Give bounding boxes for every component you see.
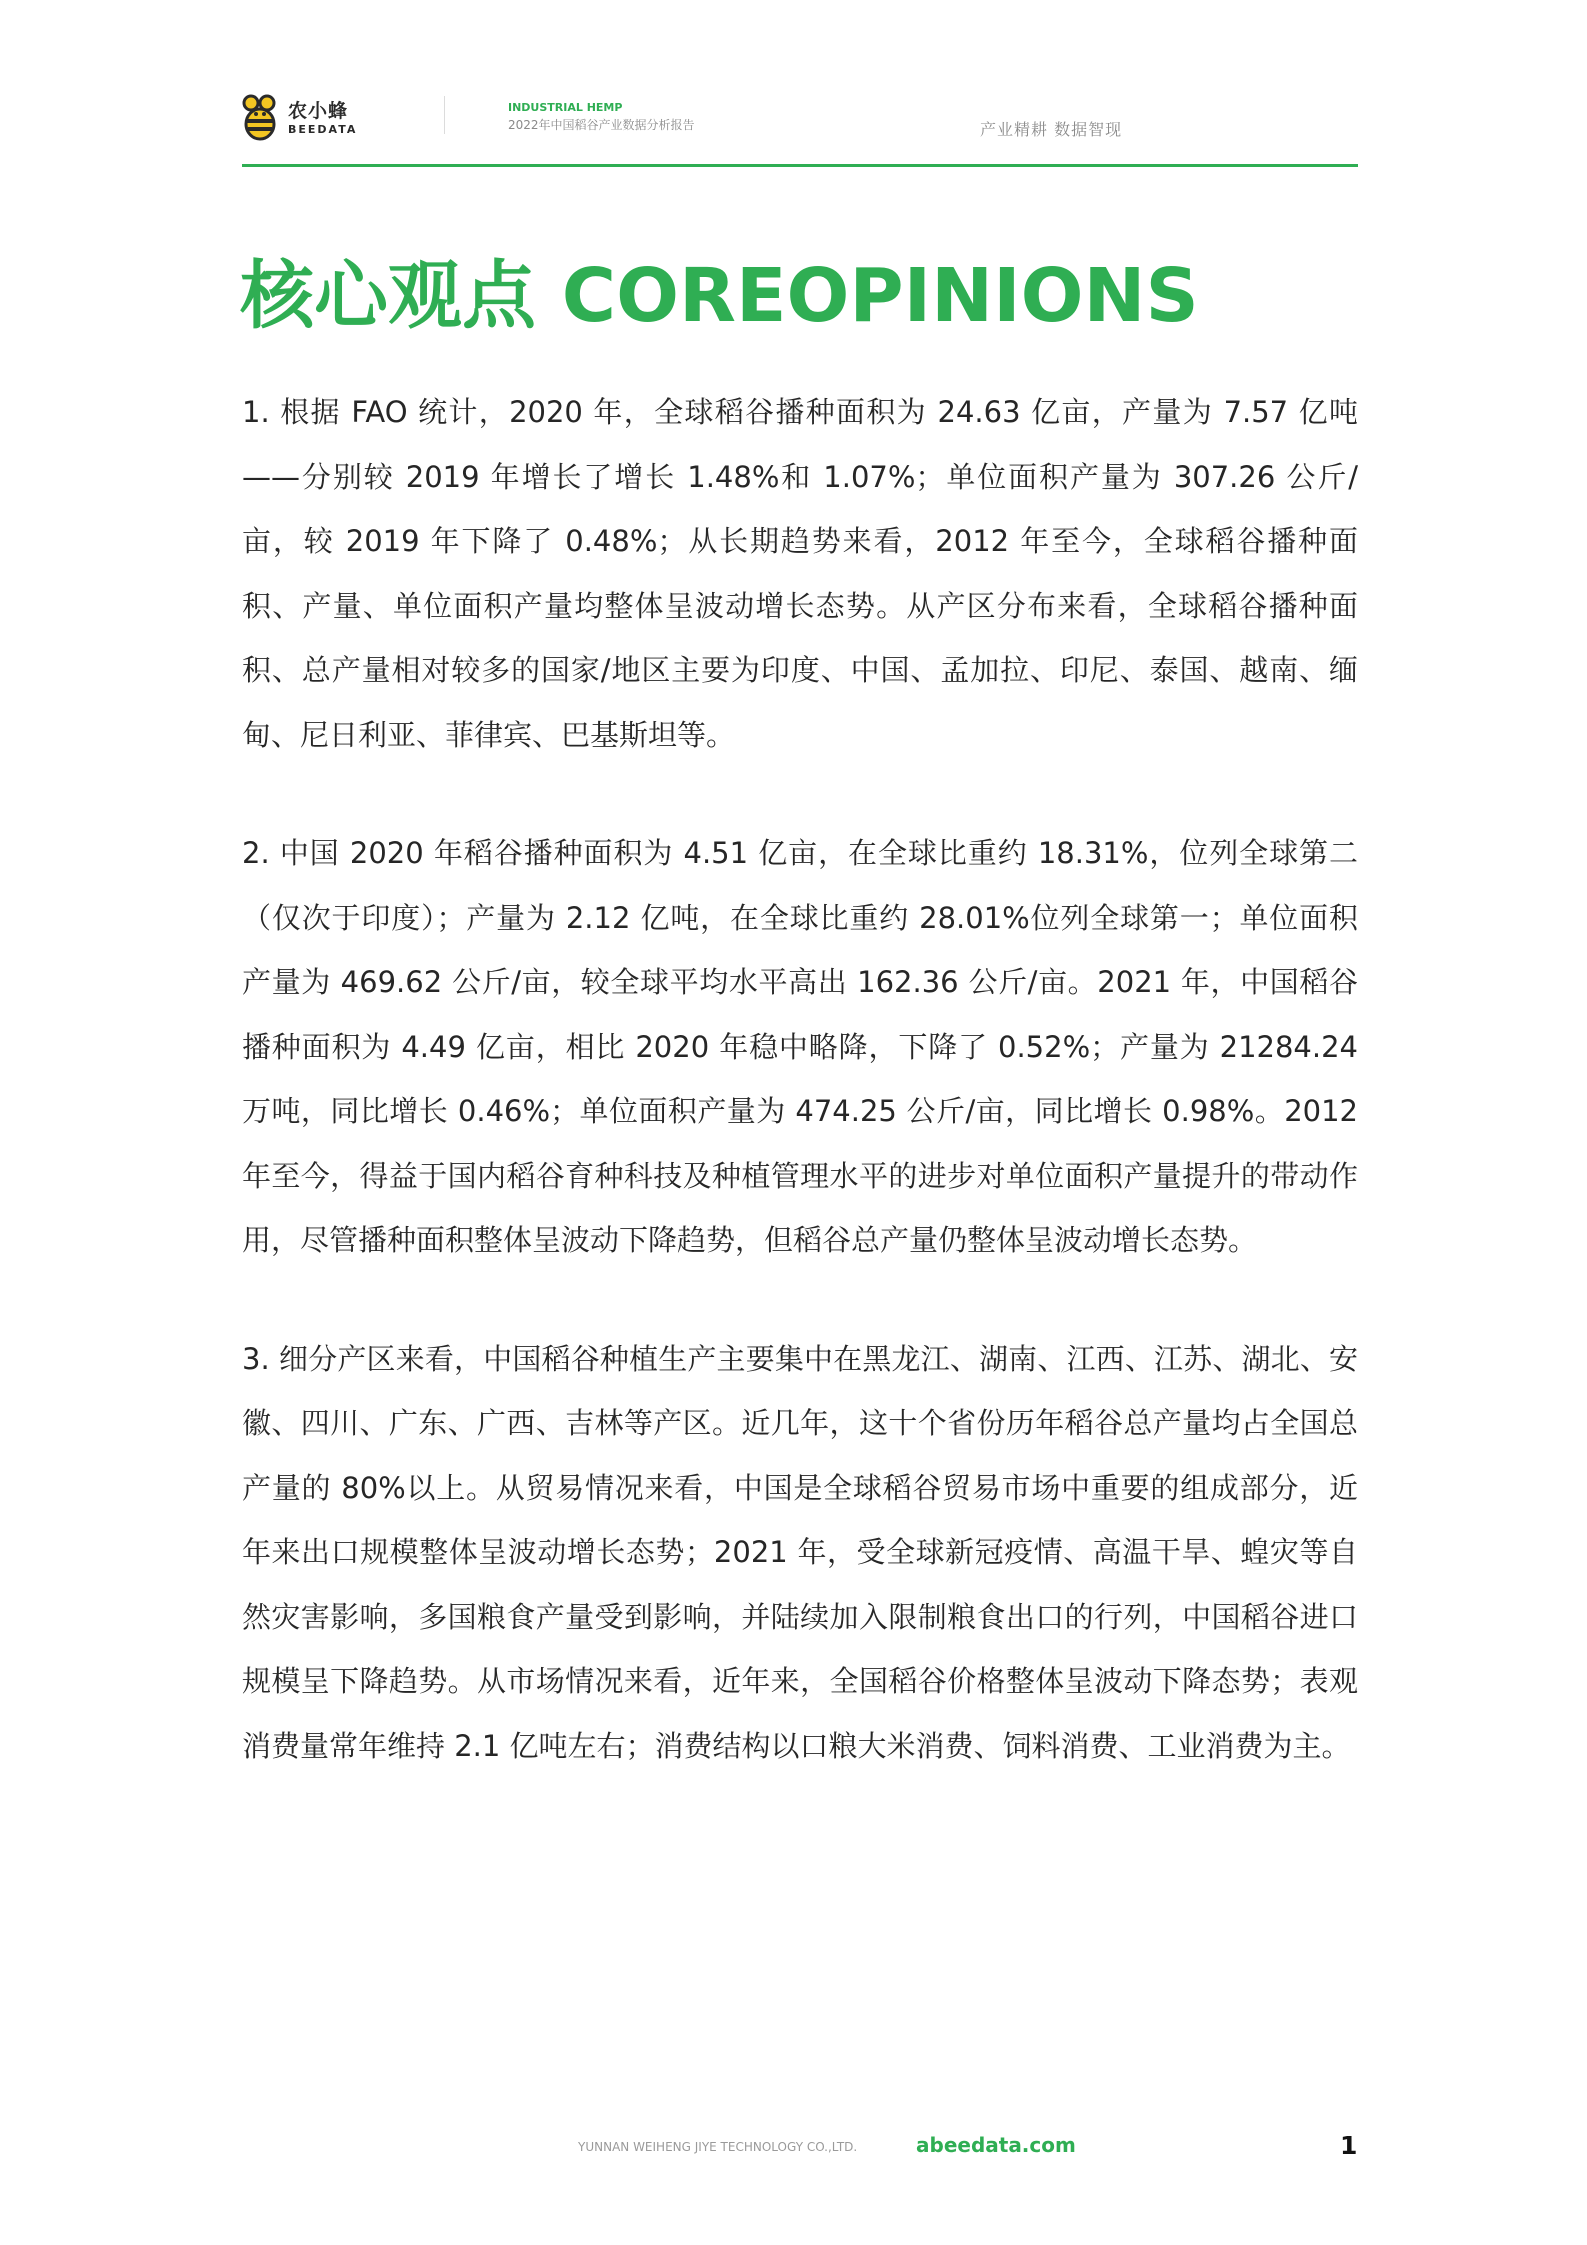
page-number: 1: [1340, 2131, 1358, 2160]
opinion-paragraph-3: 3. 细分产区来看，中国稻谷种植生产主要集中在黑龙江、湖南、江西、江苏、湖北、安徽、四川、广东、广西、吉林等产区。近几年，这十个省份历年稻谷总产量均占全国总产量的 80%以上。从贸易情况来看，中国是全球稻谷贸易市场中重要的组成部分，近年来出口规模整体呈波动增长态势；2021 年，受全球新冠疫情、高温干旱、蝗灾等自然灾害影响，多国粮食产量受到影响，并陆续加入限制粮食出口的行列，中国稻谷进口规模呈下降趋势。从市场情况来看，近年来，全国稻谷价格整体呈波动下降态势；表观消费量常年维持 2.1 亿吨左右；消费结构以口粮大米消费、饲料消费、工业消费为主。: [242, 1341, 1358, 1763]
report-subtitle-en: INDUSTRIAL HEMP: [508, 101, 623, 114]
brand-logo[interactable]: [242, 94, 357, 142]
header-slogan: 产业精耕 数据智现: [980, 120, 1123, 139]
brand-name-cn: 农小蜂: [288, 99, 349, 122]
footer-company: YUNNAN WEIHENG JIYE TECHNOLOGY CO.,LTD.: [578, 2140, 858, 2154]
core-opinions-body: [242, 380, 1358, 1832]
footer-website-link[interactable]: abeedata.com: [916, 2133, 1076, 2157]
opinion-paragraph-2: 2. 中国 2020 年稻谷播种面积为 4.51 亿亩，在全球比重约 18.31%，位列全球第二（仅次于印度）；产量为 2.12 亿吨，在全球比重约 28.01%位列全球第一；单位面积产量为 469.62 公斤/亩，较全球平均水平高出 162.36 公斤/亩。2021 年，中国稻谷播种面积为 4.49 亿亩，相比 2020 年稳中略降，下降了 0.52%；产量为 21284.24 万吨，同比增长 0.46%；单位面积产量为 474.25 公斤/亩，同比增长 0.98%。2012 年至今，得益于国内稻谷育种科技及种植管理水平的进步对单位面积产量提升的带动作用，尽管播种面积整体呈波动下降趋势，但稻谷总产量仍整体呈波动增长态势。: [242, 836, 1358, 1257]
bee-icon: [242, 94, 282, 142]
page-title: 核心观点 COREOPINIONS: [240, 252, 1199, 339]
report-title-cn: 2022年中国稻谷产业数据分析报告: [508, 118, 695, 132]
page-footer: [0, 2128, 1587, 2168]
header-divider: [444, 96, 445, 134]
page-header: [242, 90, 1358, 170]
opinion-paragraph-1: 1. 根据 FAO 统计，2020 年，全球稻谷播种面积为 24.63 亿亩，产量为 7.57 亿吨——分别较 2019 年增长了增长 1.48%和 1.07%；单位面积产量为 307.26 公斤/亩，较 2019 年下降了 0.48%；从长期趋势来看，2012 年至今，全球稻谷播种面积、产量、单位面积产量均整体呈波动增长态势。从产区分布来看，全球稻谷播种面积、总产量相对较多的国家/地区主要为印度、中国、孟加拉、印尼、泰国、越南、缅甸、尼日利亚、菲律宾、巴基斯坦等。: [242, 395, 1358, 752]
report-tag: [508, 102, 695, 131]
brand-name-en: BEEDATA: [288, 122, 358, 136]
header-rule: [242, 164, 1358, 167]
